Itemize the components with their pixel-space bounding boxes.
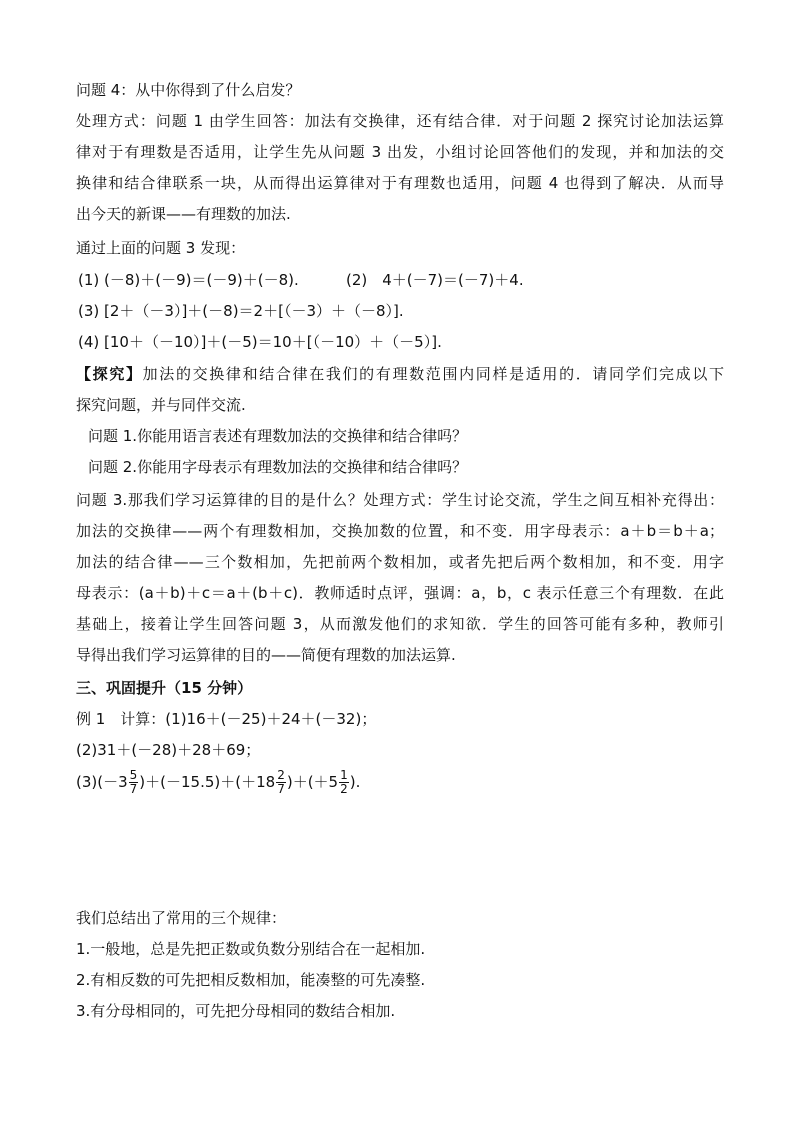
- fraction-5-7: $\frac{5}{7}$: [129, 768, 138, 796]
- explore-tag: 【探究】: [76, 365, 143, 383]
- paragraph-2-line-2: 加法的交换律——两个有理数相加，交换加数的位置，和不变．用字母表示：a＋b＝b＋a；: [76, 522, 724, 540]
- rule-1: 1.一般地，总是先把正数或负数分别结合在一起相加.: [76, 940, 426, 958]
- equation-3: (3) [2＋（－3）]＋(－8)＝2＋[（－3）＋（－8）].: [78, 302, 404, 320]
- equation-row-1: [78, 270, 718, 290]
- example-1-part-3: (3)(－3 $\frac{5}{7}$ )＋(－15.5)＋(＋18 $\frac{2}{7}$ )＋(＋5 $\frac{1}{2}$ ).: [76, 768, 361, 796]
- summary-intro: 我们总结出了常用的三个规律：: [76, 909, 287, 927]
- example-1-part-2: (2)31＋(－28)＋28＋69；: [76, 741, 261, 759]
- fraction-1-2: $\frac{1}{2}$: [340, 768, 348, 796]
- paragraph-1-line-2: 律对于有理数是否适用，让学生先从问题 3 出发，小组讨论回答他们的发现，并和加法的交: [76, 143, 724, 161]
- question-1: 问题 1.你能用语言表述有理数加法的交换律和结合律吗？: [88, 427, 468, 445]
- paragraph-1-line-1: 处理方式：问题 1 由学生回答：加法有交换律，还有结合律．对于问题 2 探究讨论加法运算: [76, 112, 724, 130]
- explore-line-2: 探究问题，并与同伴交流.: [76, 396, 246, 414]
- equation-1: (1) (－8)＋(－9)＝(－9)＋(－8).: [78, 271, 299, 289]
- paragraph-2-line-3: 加法的结合律——三个数相加，先把前两个数相加，或者先把后两个数相加，和不变．用字: [76, 553, 724, 571]
- question-4-line: 问题 4：从中你得到了什么启发？: [76, 81, 301, 99]
- example-1-line: 例 1 计算：(1)16＋(－25)＋24＋(－32)；: [76, 710, 377, 728]
- observe-line: 通过上面的问题 3 发现：: [76, 239, 246, 257]
- paragraph-2-line-1: 问题 3.那我们学习运算律的目的是什么？处理方式：学生讨论交流，学生之间互相补充得出：: [76, 491, 724, 509]
- equation-2: (2) 4＋(－7)＝(－7)＋4.: [346, 271, 524, 289]
- explore-text: 加法的交换律和结合律在我们的有理数范围内同样是适用的．请同学们完成以下: [142, 365, 724, 383]
- fraction-2-7: $\frac{2}{7}$: [277, 768, 285, 796]
- paragraph-2-line-4: 母表示：(a＋b)＋c＝a＋(b＋c)．教师适时点评，强调：a，b，c 表示任意三个有理数．在此: [76, 584, 724, 602]
- paragraph-2-line-6: 导得出我们学习运算律的目的——简便有理数的加法运算.: [76, 646, 456, 664]
- equation-4: (4) [10＋（－10）]＋(－5)＝10＋[（－10）＋（－5）].: [78, 333, 442, 351]
- section-heading: 三、巩固提升（15 分钟）: [76, 679, 253, 697]
- paragraph-1-line-4: 出今天的新课——有理数的加法.: [76, 205, 291, 223]
- rule-3: 3.有分母相同的，可先把分母相同的数结合相加.: [76, 1002, 396, 1020]
- paragraph-2-line-5: 基础上，接着让学生回答问题 3，从而激发他们的求知欲．学生的回答可能有多种，教师引: [76, 615, 724, 633]
- paragraph-1-line-3: 换律和结合律联系一块，从而得出运算律对于有理数也适用，问题 4 也得到了解决．从而导: [76, 174, 724, 192]
- rule-2: 2.有相反数的可先把相反数相加，能凑整的可先凑整.: [76, 971, 426, 989]
- question-2: 问题 2.你能用字母表示有理数加法的交换律和结合律吗？: [88, 458, 468, 476]
- explore-line-1: [76, 364, 724, 384]
